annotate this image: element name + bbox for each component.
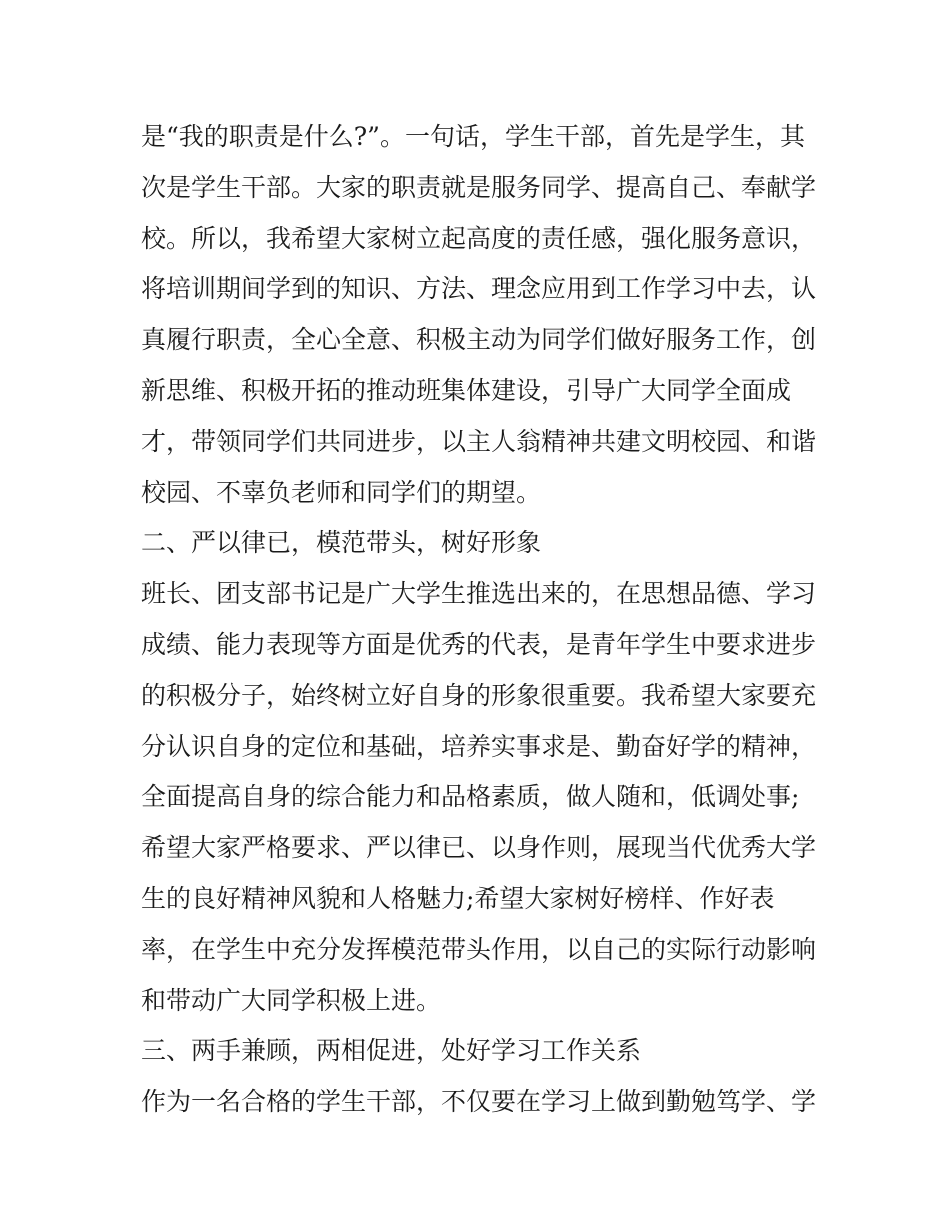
paragraph-line: 校。所以，我希望大家树立起高度的责任感，强化服务意识， [141, 223, 817, 253]
paragraph-line: 校园、不辜负老师和同学们的期望。 [141, 477, 542, 507]
paragraph-line: 全面提高自身的综合能力和品格素质，做人随和，低调处事; [141, 782, 800, 812]
paragraph-line: 希望大家严格要求、严以律已、以身作则，展现当代优秀大学 [141, 833, 817, 863]
paragraph-line: 真履行职责，全心全意、积极主动为同学们做好服务工作，创 [141, 325, 817, 355]
document-body [141, 112, 821, 1128]
paragraph-line: 成绩、能力表现等方面是优秀的代表，是青年学生中要求进步 [141, 629, 817, 659]
paragraph-line: 是“我的职责是什么?”。一句话，学生干部，首先是学生，其 [141, 122, 805, 151]
paragraph-line: 和带动广大同学积极上进。 [141, 985, 442, 1015]
paragraph-line: 才，带领同学们共同进步，以主人翁精神共建文明校园、和谐 [141, 426, 817, 456]
section-heading: 三、两手兼顾，两相促进，处好学习工作关系 [141, 1036, 642, 1066]
paragraph-line: 生的良好精神风貌和人格魅力;希望大家树好榜样、作好表 [141, 883, 775, 913]
paragraph-line: 新思维、积极开拓的推动班集体建设，引导广大同学全面成 [141, 375, 792, 405]
section-heading: 二、严以律已，模范带头，树好形象 [141, 528, 542, 558]
paragraph-line: 班长、团支部书记是广大学生推选出来的，在思想品德、学习 [141, 579, 817, 609]
paragraph-line: 作为一名合格的学生干部，不仅要在学习上做到勤勉笃学、学 [141, 1087, 817, 1117]
paragraph-line: 的积极分子，始终树立好自身的形象很重要。我希望大家要充 [141, 680, 817, 710]
paragraph-line: 次是学生干部。大家的职责就是服务同学、提高自己、奉献学 [141, 172, 817, 202]
paragraph-line: 将培训期间学到的知识、方法、理念应用到工作学习中去，认 [141, 274, 817, 304]
paragraph-line: 率，在学生中充分发挥模范带头作用，以自己的实际行动影响 [141, 934, 817, 964]
paragraph-line: 分认识自身的定位和基础，培养实事求是、勤奋好学的精神， [141, 731, 817, 761]
